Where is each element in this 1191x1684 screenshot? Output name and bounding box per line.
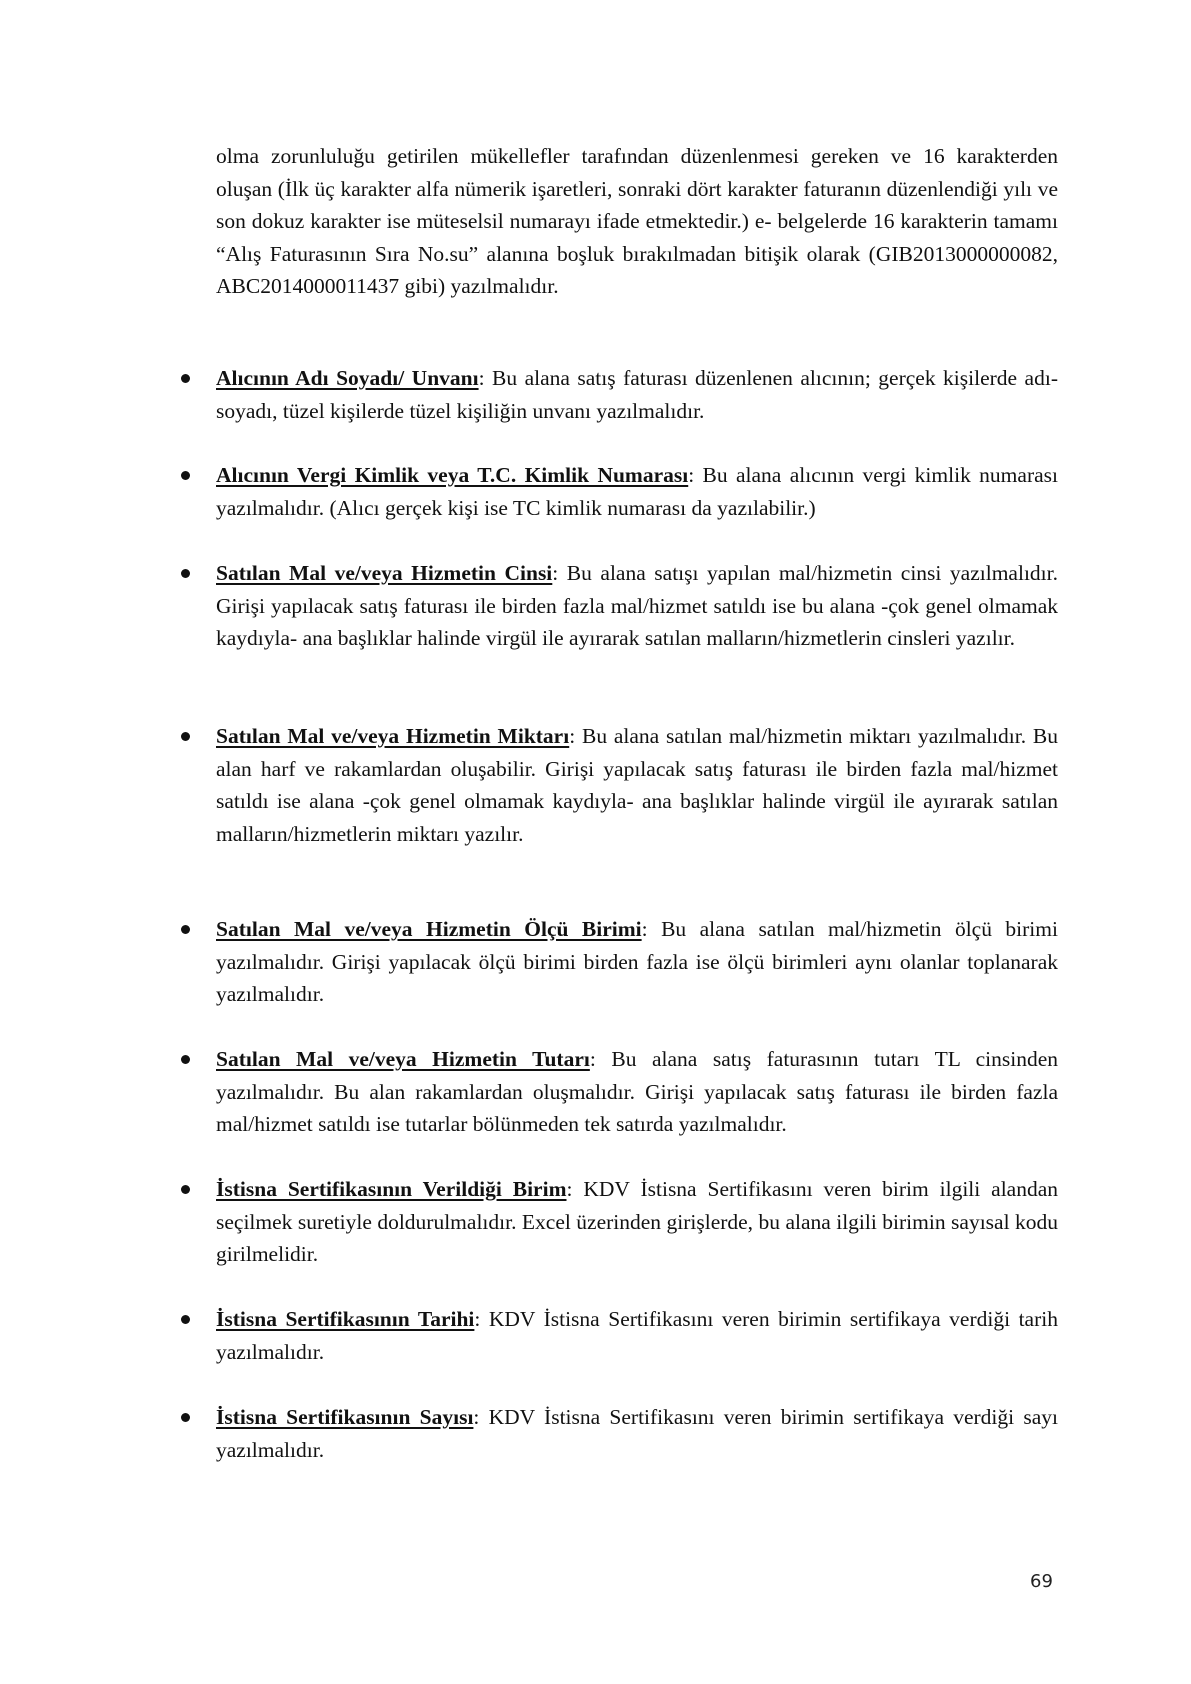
list-item-cinsi — [216, 557, 1058, 655]
list-item-miktari — [216, 720, 1058, 850]
item-text: : KDV İstisna Sertifikasını veren birim ilgili alandan seçilmek suretiyle doldurulmalıdır. Excel üzerinden girişlerde, bu alana ilgili birimin sayısal kodu girilmelidir. — [216, 1177, 1059, 1266]
item-text: : Bu alana satışı yapılan mal/hizmetin cinsi yazılmalıdır. Girişi yapılacak satış faturası ile birden fazla mal/hizmet satıldı ise bu alana -çok genel olmamak kaydıyla- ana başlıklar halinde virgül ile ayırarak satılan malların/hizmetlerin cinsleri yazılır. — [216, 561, 1058, 650]
item-term: Satılan Mal ve/veya Hizmetin Tutarı — [216, 1047, 590, 1071]
bullet-icon — [181, 1185, 190, 1194]
item-term: Alıcının Adı Soyadı/ Unvanı — [216, 366, 479, 390]
list-item-vergi-kimlik — [216, 459, 1058, 524]
list-item-olcu-birimi — [216, 913, 1058, 1011]
bullet-icon — [181, 374, 190, 383]
bullet-icon — [181, 1413, 190, 1422]
item-term: İstisna Sertifikasının Tarihi — [216, 1307, 475, 1331]
intro-paragraph: olma zorunluluğu getirilen mükellefler tarafından düzenlenmesi gereken ve 16 karakterden oluşan (İlk üç karakter alfa nümerik işaretleri, sonraki dört karakter faturanın düzenlendiği yılı ve son dokuz karakter ise müteselsil numarayı ifade etmektedir.) e- belgelerde 16 karakterin tamamı “Alış Faturasının Sıra No.su” alanına boşluk bırakılmadan bitişik olarak (GIB2013000000082, ABC2014000011437 gibi) yazılmalıdır. — [216, 144, 1058, 298]
item-text: : KDV İstisna Sertifikasını veren birimin sertifikaya verdiği tarih yazılmalıdır. — [216, 1307, 1058, 1364]
list-item-alici-adi — [216, 362, 1058, 427]
item-text: : Bu alana satılan mal/hizmetin ölçü birimi yazılmalıdır. Girişi yapılacak ölçü birimi birden fazla ise ölçü birimleri aynı olanlar toplanarak yazılmalıdır. — [216, 917, 1058, 1006]
bullet-icon — [181, 471, 190, 480]
item-term: İstisna Sertifikasının Verildiği Birim — [216, 1177, 567, 1201]
item-term: Satılan Mal ve/veya Hizmetin Ölçü Birimi — [216, 917, 642, 941]
bullet-icon — [181, 569, 190, 578]
item-term: Satılan Mal ve/veya Hizmetin Miktarı — [216, 724, 570, 748]
bullet-icon — [181, 925, 190, 934]
bullet-icon — [181, 732, 190, 741]
bullet-icon — [181, 1055, 190, 1064]
item-text: : Bu alana satılan mal/hizmetin miktarı yazılmalıdır. Bu alan harf ve rakamlardan oluşabilir. Girişi yapılacak satış faturası ile birden fazla mal/hizmet satıldı ise alana -çok genel olmamak kaydıyla- ana başlıklar halinde virgül ile ayırarak satılan malların/hizmetlerin miktarı yazılır. — [216, 724, 1059, 846]
list-item-sertifika-sayisi — [216, 1401, 1058, 1466]
page-number: 69 — [1030, 1571, 1053, 1592]
item-term: Alıcının Vergi Kimlik veya T.C. Kimlik Numarası — [216, 463, 689, 487]
item-text: : KDV İstisna Sertifikasını veren birimin sertifikaya verdiği sayı yazılmalıdır. — [216, 1405, 1058, 1462]
item-text: : Bu alana satış faturası düzenlenen alıcının; gerçek kişilerde adı-soyadı, tüzel kişilerde tüzel kişiliğin unvanı yazılmalıdır. — [216, 366, 1058, 423]
item-text: : Bu alana alıcının vergi kimlik numarası yazılmalıdır. (Alıcı gerçek kişi ise TC kimlik numarası da yazılabilir.) — [216, 463, 1058, 520]
list-item-verildigi-birim — [216, 1173, 1058, 1271]
list-item-sertifika-tarihi — [216, 1303, 1058, 1368]
list-item-tutari — [216, 1043, 1058, 1141]
item-term: İstisna Sertifikasının Sayısı — [216, 1405, 474, 1429]
bullet-icon — [181, 1315, 190, 1324]
item-term: Satılan Mal ve/veya Hizmetin Cinsi — [216, 561, 553, 585]
item-text: : Bu alana satış faturasının tutarı TL cinsinden yazılmalıdır. Bu alan rakamlardan oluşmalıdır. Girişi yapılacak satış faturası ile birden fazla mal/hizmet satıldı ise tutarlar bölünmeden tek satırda yazılmalıdır. — [216, 1047, 1058, 1136]
